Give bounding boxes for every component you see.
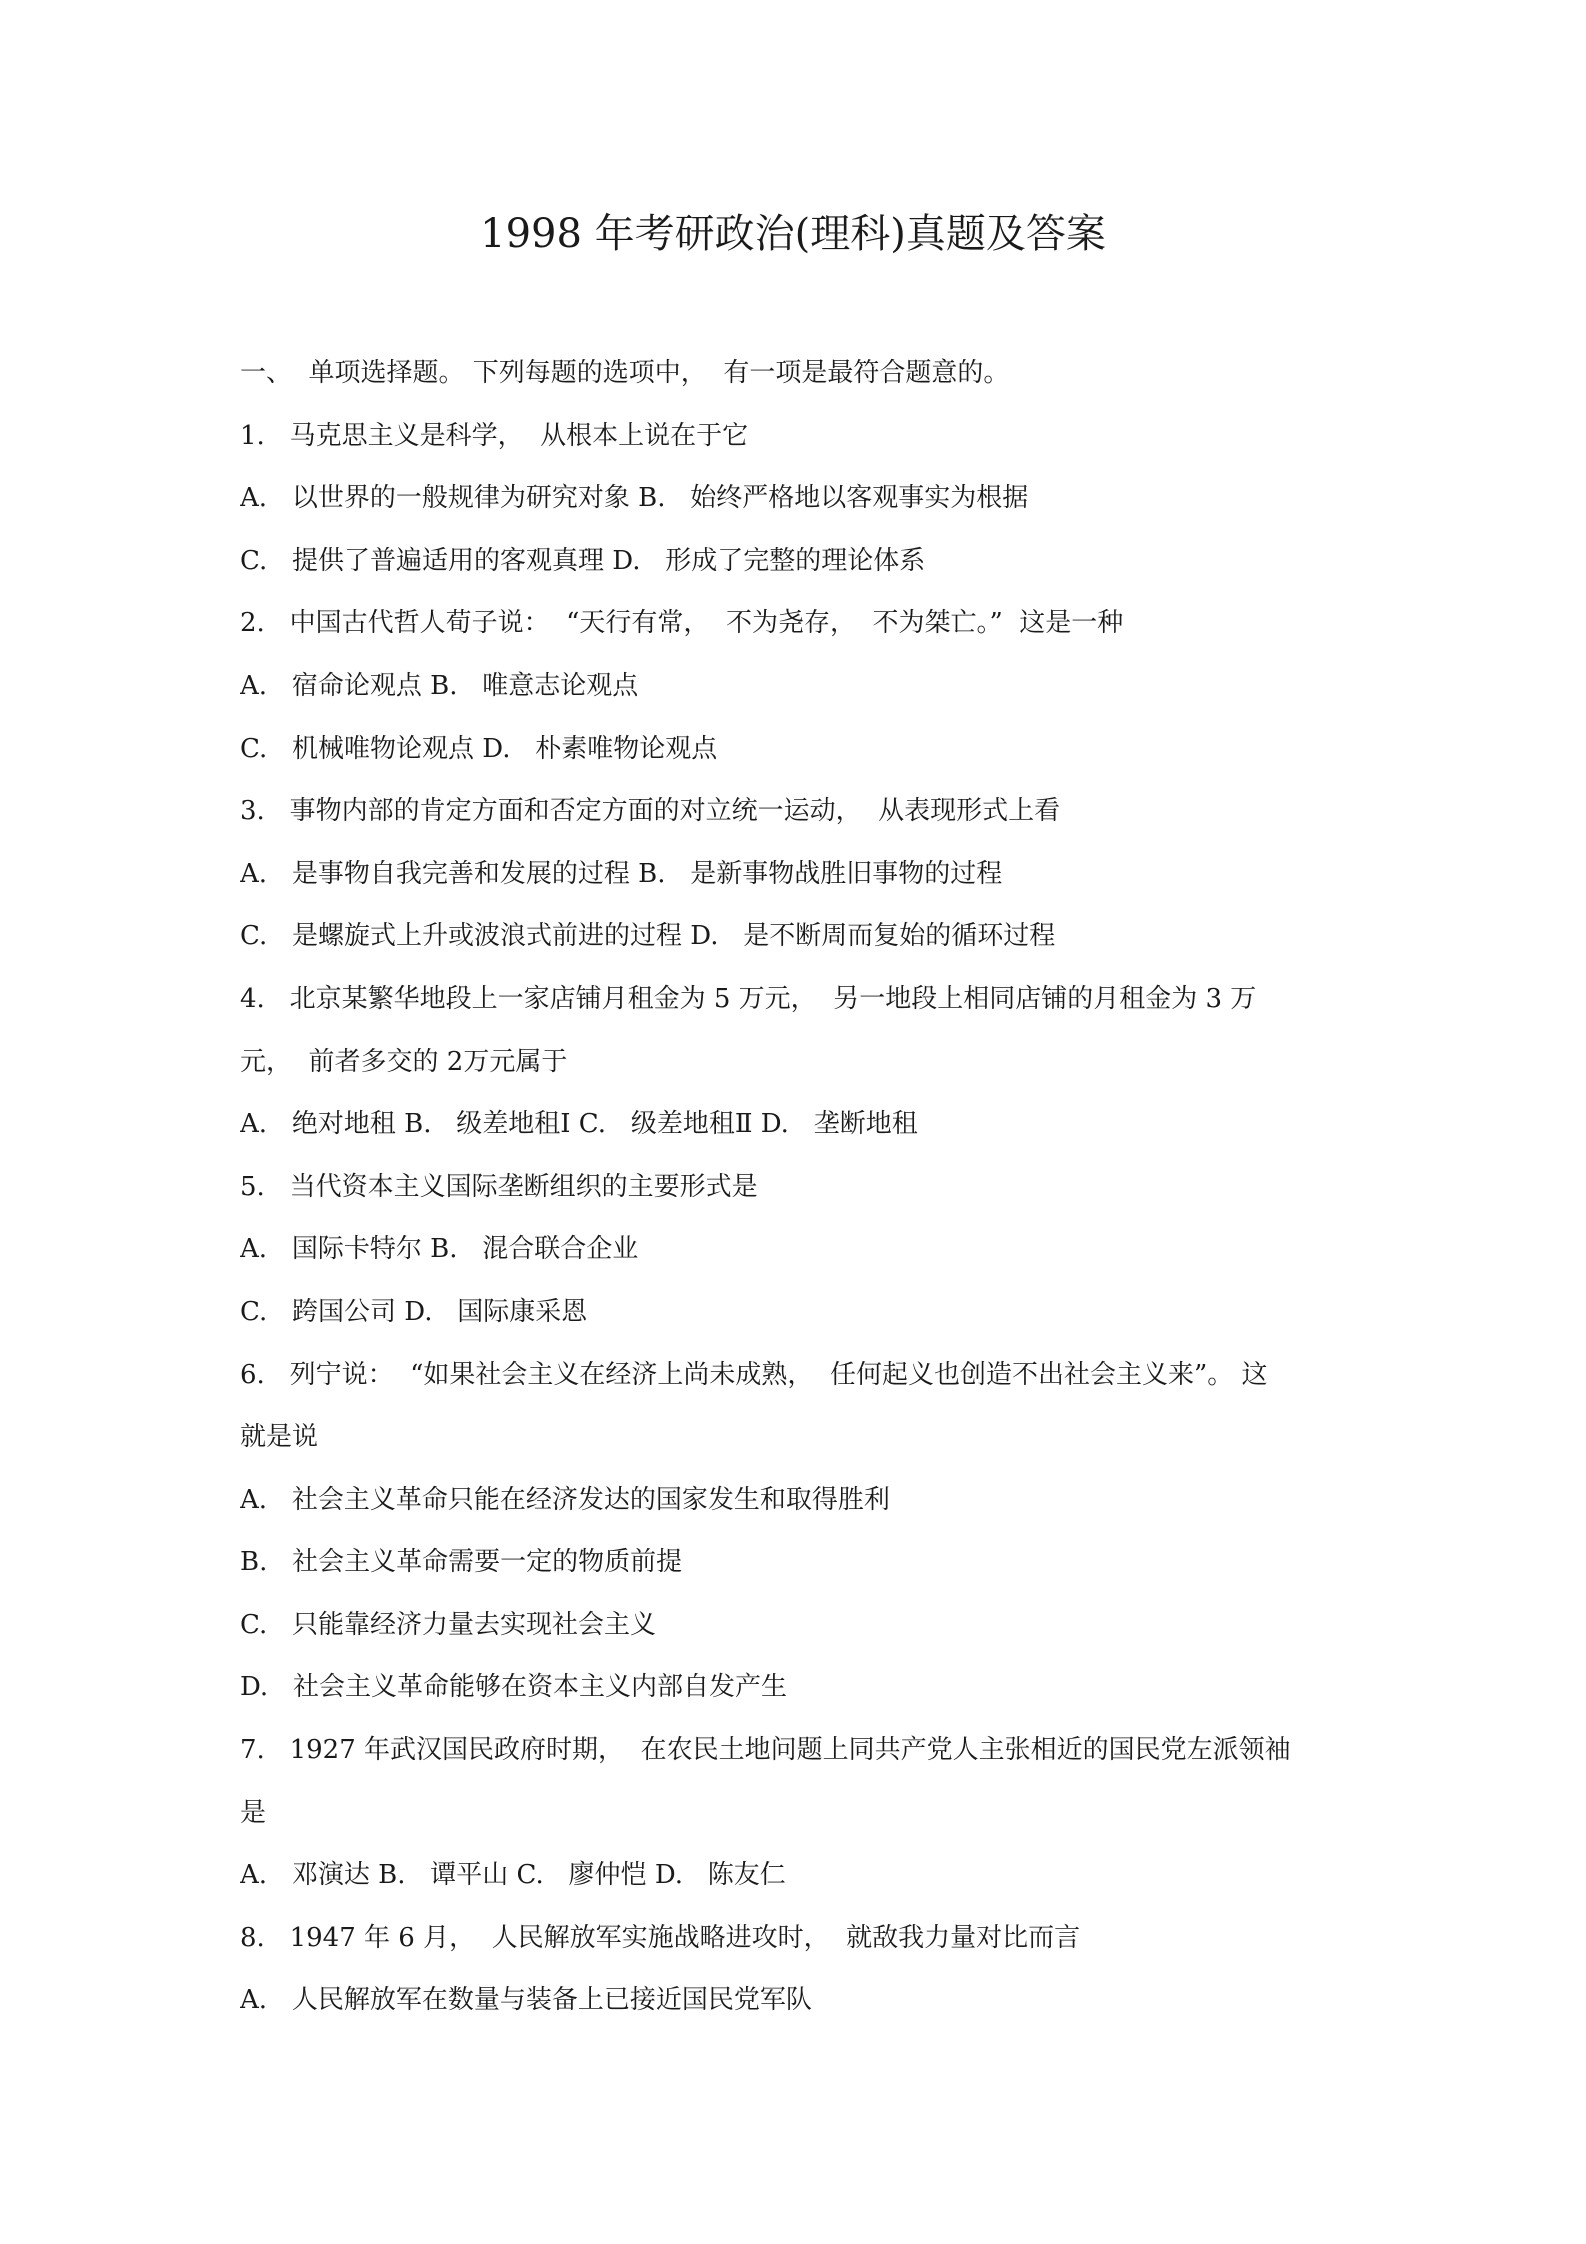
question-2: 2. 中国古代哲人荀子说： “天行有常， 不为尧存， 不为桀亡。” 这是一种 bbox=[240, 608, 1124, 639]
document-body bbox=[240, 342, 1360, 2032]
question-4-options: A. 绝对地租 B. 级差地租Ⅰ C. 级差地租Ⅱ D. 垄断地租 bbox=[240, 1109, 918, 1140]
question-6-option-c: C. 只能靠经济力量去实现社会主义 bbox=[240, 1609, 657, 1640]
question-8-option-a: A. 人民解放军在数量与装备上已接近国民党军队 bbox=[240, 1985, 812, 2016]
question-2-options-ab: A. 宿命论观点 B. 唯意志论观点 bbox=[240, 670, 639, 701]
question-5-options-ab: A. 国际卡特尔 B. 混合联合企业 bbox=[240, 1234, 639, 1265]
question-4-continued: 元， 前者多交的 2万元属于 bbox=[240, 1046, 568, 1077]
question-8: 8. 1947 年 6 月， 人民解放军实施战略进攻时， 就敌我力量对比而言 bbox=[240, 1922, 1081, 1953]
question-1: 1. 马克思主义是科学， 从根本上说在于它 bbox=[240, 420, 749, 451]
question-1-options-cd: C. 提供了普遍适用的客观真理 D. 形成了完整的理论体系 bbox=[240, 545, 926, 576]
question-3-options-ab: A. 是事物自我完善和发展的过程 B. 是新事物战胜旧事物的过程 bbox=[240, 858, 1003, 889]
question-6: 6. 列宁说： “如果社会主义在经济上尚未成熟， 任何起义也创造不出社会主义来”。 这 bbox=[240, 1359, 1268, 1390]
question-6-option-a: A. 社会主义革命只能在经济发达的国家发生和取得胜利 bbox=[240, 1484, 890, 1515]
section-heading: 一、 单项选择题。 下列每题的选项中， 有一项是最符合题意的。 bbox=[240, 358, 1010, 388]
question-3-options-cd: C. 是螺旋式上升或波浪式前进的过程 D. 是不断周而复始的循环过程 bbox=[240, 921, 1056, 952]
question-7: 7. 1927 年武汉国民政府时期， 在农民土地问题上同共产党人主张相近的国民党左派领袖 bbox=[240, 1735, 1291, 1766]
question-3: 3. 事物内部的肯定方面和否定方面的对立统一运动， 从表现形式上看 bbox=[240, 796, 1061, 827]
question-4: 4. 北京某繁华地段上一家店铺月租金为 5 万元， 另一地段上相同店铺的月租金为 3 万 bbox=[240, 983, 1257, 1014]
question-7-continued: 是 bbox=[240, 1797, 267, 1828]
question-1-options-ab: A. 以世界的一般规律为研究对象 B. 始终严格地以客观事实为根据 bbox=[240, 483, 1029, 514]
document-title: 1998 年考研政治(理科)真题及答案 bbox=[480, 211, 1106, 257]
question-6-continued: 就是说 bbox=[240, 1422, 319, 1453]
question-6-option-b: B. 社会主义革命需要一定的物质前提 bbox=[240, 1547, 683, 1578]
question-5: 5. 当代资本主义国际垄断组织的主要形式是 bbox=[240, 1171, 758, 1202]
question-5-options-cd: C. 跨国公司 D. 国际康采恩 bbox=[240, 1296, 588, 1327]
question-7-options: A. 邓演达 B. 谭平山 C. 廖仲恺 D. 陈友仁 bbox=[240, 1860, 786, 1891]
question-2-options-cd: C. 机械唯物论观点 D. 朴素唯物论观点 bbox=[240, 733, 718, 764]
question-6-option-d: D. 社会主义革命能够在资本主义内部自发产生 bbox=[240, 1672, 787, 1703]
